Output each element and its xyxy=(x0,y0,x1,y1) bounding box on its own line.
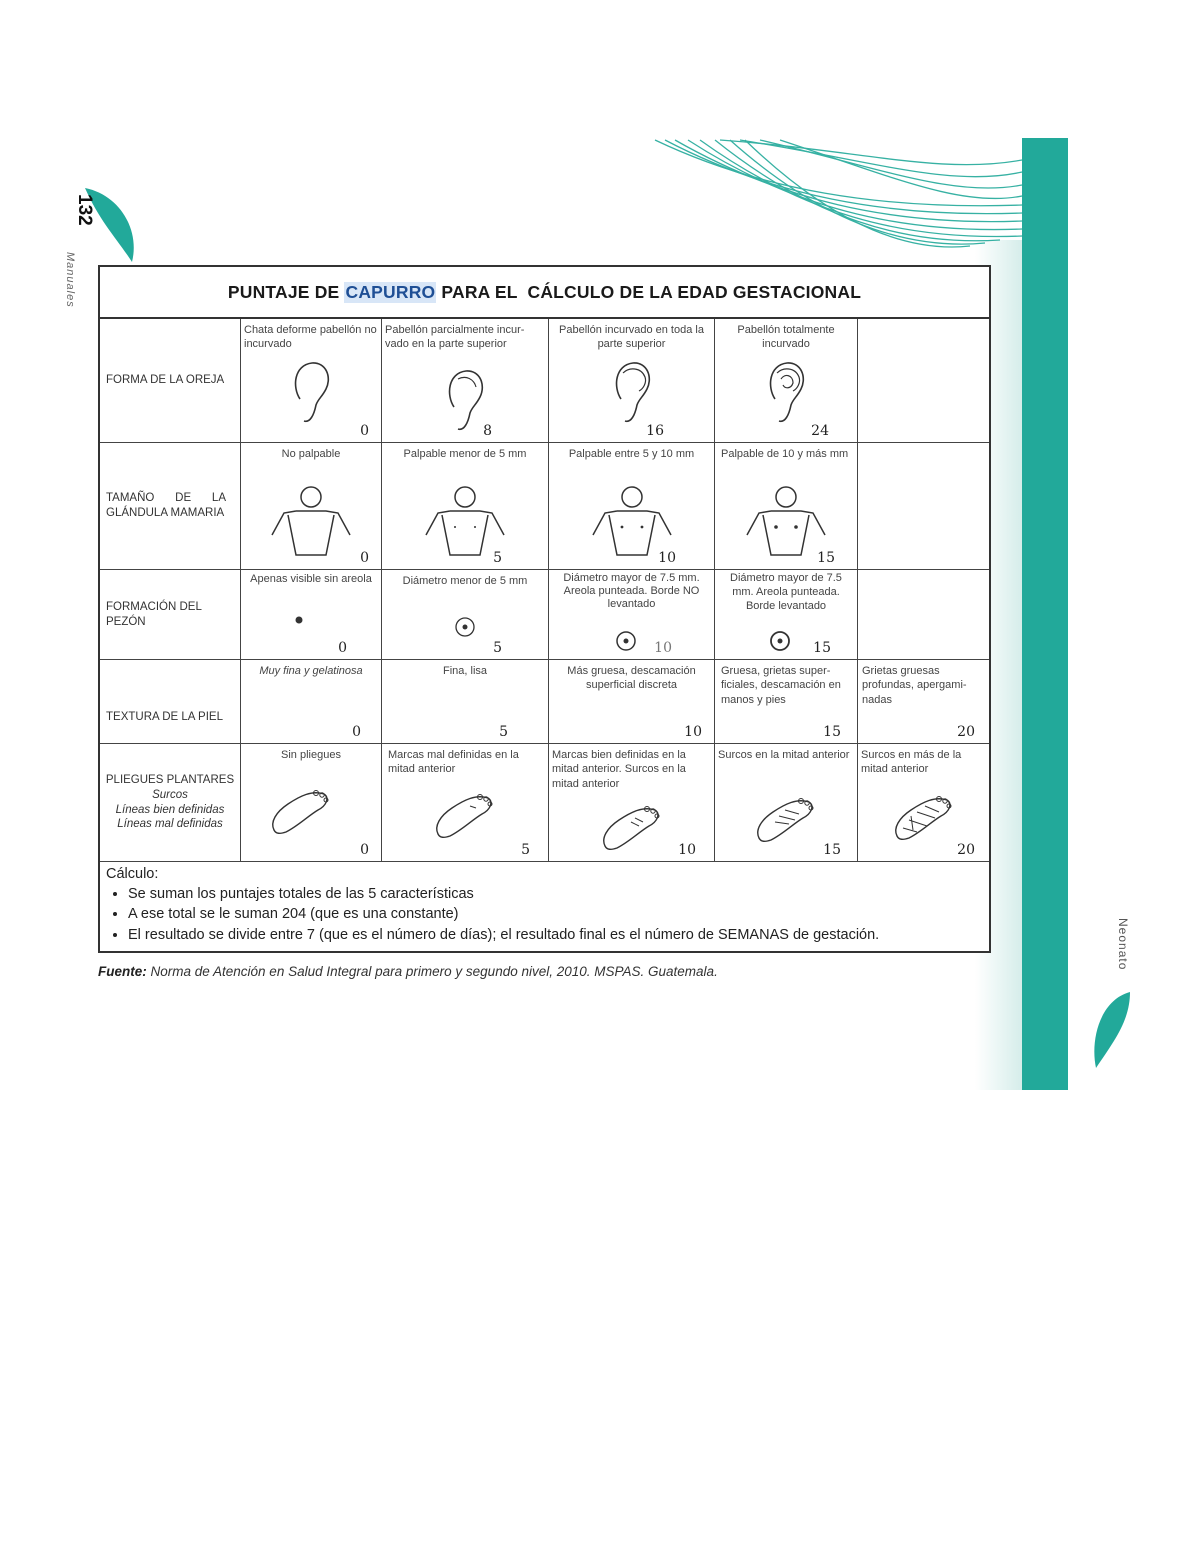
row-label-breast: TAMAÑO DE LA GLÁNDULA MAMARIA xyxy=(100,443,241,570)
cell-score: 15 xyxy=(817,550,835,566)
cell-description: Grietas gruesas profundas, apergami-nadas xyxy=(862,665,967,706)
row-label-skin: TEXTURA DE LA PIEL xyxy=(100,660,241,744)
plantar-sublabel: Líneas bien definidas xyxy=(115,803,225,816)
cell-description: Sin pliegues xyxy=(281,749,341,761)
calculation-step: • Se suman los puntajes totales de las 5 características xyxy=(128,884,983,904)
table-cell-empty xyxy=(858,443,989,570)
source-text: Norma de Atención en Salud Integral para primero y segundo nivel, 2010. MSPAS. Guatemala. xyxy=(146,964,718,979)
title-highlight: CAPURRO xyxy=(345,281,436,302)
source-citation xyxy=(98,964,718,979)
table-cell xyxy=(549,443,715,570)
cell-score: 5 xyxy=(493,640,502,656)
table-cell xyxy=(549,660,715,744)
table-cell xyxy=(382,660,549,744)
table-cell xyxy=(241,744,382,862)
table-cell xyxy=(858,660,989,744)
cell-description: Apenas visible sin areola xyxy=(250,573,372,585)
side-caption-left: Manuales xyxy=(64,252,76,308)
title-part-1: PUNTAJE DE xyxy=(227,281,345,302)
table-cell xyxy=(241,570,382,660)
foot-icon xyxy=(753,792,819,844)
cell-description: Gruesa, grietas super-ficiales, descamación en manos y pies xyxy=(721,665,841,706)
cell-score: 15 xyxy=(823,842,841,858)
calculation-list xyxy=(106,884,983,945)
cell-description: Muy fina y gelatinosa xyxy=(259,665,363,677)
table-cell xyxy=(715,744,858,862)
table-cell xyxy=(715,570,858,660)
nipple-ring-icon xyxy=(454,616,476,638)
capurro-table xyxy=(98,265,991,953)
table-cell xyxy=(858,744,989,862)
calculation-notes xyxy=(100,861,989,951)
cell-description: Pabellón parcialmente incur-vado en la parte superior xyxy=(385,324,525,351)
teal-side-band xyxy=(1022,138,1068,1090)
plantar-label: PLIEGUES PLANTARES xyxy=(105,773,235,786)
plantar-sublabel: Líneas mal definidas xyxy=(117,818,223,831)
table-cell xyxy=(715,443,858,570)
calculation-heading: Cálculo: xyxy=(106,866,159,882)
table-cell xyxy=(549,744,715,862)
table-cell xyxy=(549,570,715,660)
cell-score: 20 xyxy=(957,842,975,858)
table-cell xyxy=(382,443,549,570)
cell-description: Palpable entre 5 y 10 mm xyxy=(568,448,695,460)
row-label-ear: FORMA DE LA OREJA xyxy=(100,319,241,443)
table-cell xyxy=(241,319,382,443)
torso-icon xyxy=(266,483,356,563)
plantar-sublabel: Surcos xyxy=(152,788,188,801)
cell-score: 5 xyxy=(493,550,502,566)
nipple-ring-icon xyxy=(769,630,791,652)
cell-score: 10 xyxy=(684,724,702,740)
cell-description: Marcas mal definidas en la mitad anterior xyxy=(388,749,519,776)
cell-score: 0 xyxy=(338,640,347,656)
ear-icon xyxy=(761,359,811,429)
score-grid xyxy=(100,319,989,862)
ear-icon xyxy=(286,359,336,429)
table-cell xyxy=(715,660,858,744)
table-cell xyxy=(382,570,549,660)
foot-icon xyxy=(891,790,957,842)
cell-score: 15 xyxy=(813,640,831,656)
title-part-2: PARA EL CÁLCULO DE LA EDAD GESTACIONAL xyxy=(436,281,862,302)
table-cell xyxy=(241,443,382,570)
cell-description: Fina, lisa xyxy=(442,665,488,677)
cell-description: Pabellón totalmente incurvado xyxy=(737,324,835,351)
cell-score: 0 xyxy=(360,423,369,439)
cell-score: 8 xyxy=(483,423,492,439)
foot-icon xyxy=(432,788,498,840)
cell-score: 0 xyxy=(360,842,369,858)
cell-score: 0 xyxy=(360,550,369,566)
table-cell xyxy=(382,744,549,862)
side-caption-right: Neonato xyxy=(1116,918,1130,971)
cell-description: Diámetro mayor de 7.5 mm. Areola punteada. Borde levantado xyxy=(730,572,842,612)
cell-description: Chata deforme pabellón no incurvado xyxy=(244,324,377,351)
cell-description: Pabellón incurvado en toda la parte superior xyxy=(559,324,704,351)
table-cell xyxy=(549,319,715,443)
cell-score: 16 xyxy=(646,423,664,439)
cell-description: Palpable menor de 5 mm xyxy=(403,448,527,460)
table-cell xyxy=(382,319,549,443)
cell-score: 10 xyxy=(678,842,696,858)
cell-score: 15 xyxy=(823,724,841,740)
table-cell-empty xyxy=(858,570,989,660)
cell-description: No palpable xyxy=(281,448,341,460)
wave-lines-ornament xyxy=(655,140,1022,247)
table-cell-empty xyxy=(858,319,989,443)
cell-score: 24 xyxy=(811,423,829,439)
cell-description: Más gruesa, descamación superficial discreta xyxy=(567,665,696,692)
leaf-ornament-right xyxy=(1094,992,1130,1068)
cell-description: Surcos en la mitad anterior xyxy=(718,749,850,761)
table-cell xyxy=(715,319,858,443)
source-label: Fuente: xyxy=(98,964,147,979)
cell-score: 5 xyxy=(499,724,508,740)
cell-description: Surcos en más de la mitad anterior xyxy=(861,749,962,776)
cell-description: Diámetro menor de 5 mm xyxy=(402,575,528,587)
cell-score: 20 xyxy=(957,724,975,740)
cell-score: 10 xyxy=(658,550,676,566)
cell-score: 5 xyxy=(521,842,530,858)
page-number: 132 xyxy=(74,194,95,226)
foot-icon xyxy=(599,800,665,852)
table-title xyxy=(100,267,989,319)
cell-description: Marcas bien definidas en la mitad anterior. Surcos en la mitad anterior xyxy=(552,749,686,790)
ear-icon xyxy=(607,359,657,429)
cell-score: 0 xyxy=(352,724,361,740)
calculation-step: • A ese total se le suman 204 (que es una constante) xyxy=(128,904,983,924)
cell-description: Palpable de 10 y más mm xyxy=(721,448,849,460)
nipple-ring-icon xyxy=(615,630,637,652)
cell-description: Diámetro mayor de 7.5 mm. Areola punteada. Borde NO levantado xyxy=(563,572,700,611)
row-label-plantar xyxy=(100,744,241,862)
table-cell xyxy=(241,660,382,744)
row-label-nipple: FORMACIÓN DEL PEZÓN xyxy=(100,570,241,660)
foot-icon xyxy=(268,784,334,836)
calculation-step: • El resultado se divide entre 7 (que es el número de días); el resultado final es el número de SEMANAS de gestación. xyxy=(128,925,983,945)
nipple-dot-icon xyxy=(293,614,305,626)
cell-score: 10 xyxy=(654,640,672,656)
